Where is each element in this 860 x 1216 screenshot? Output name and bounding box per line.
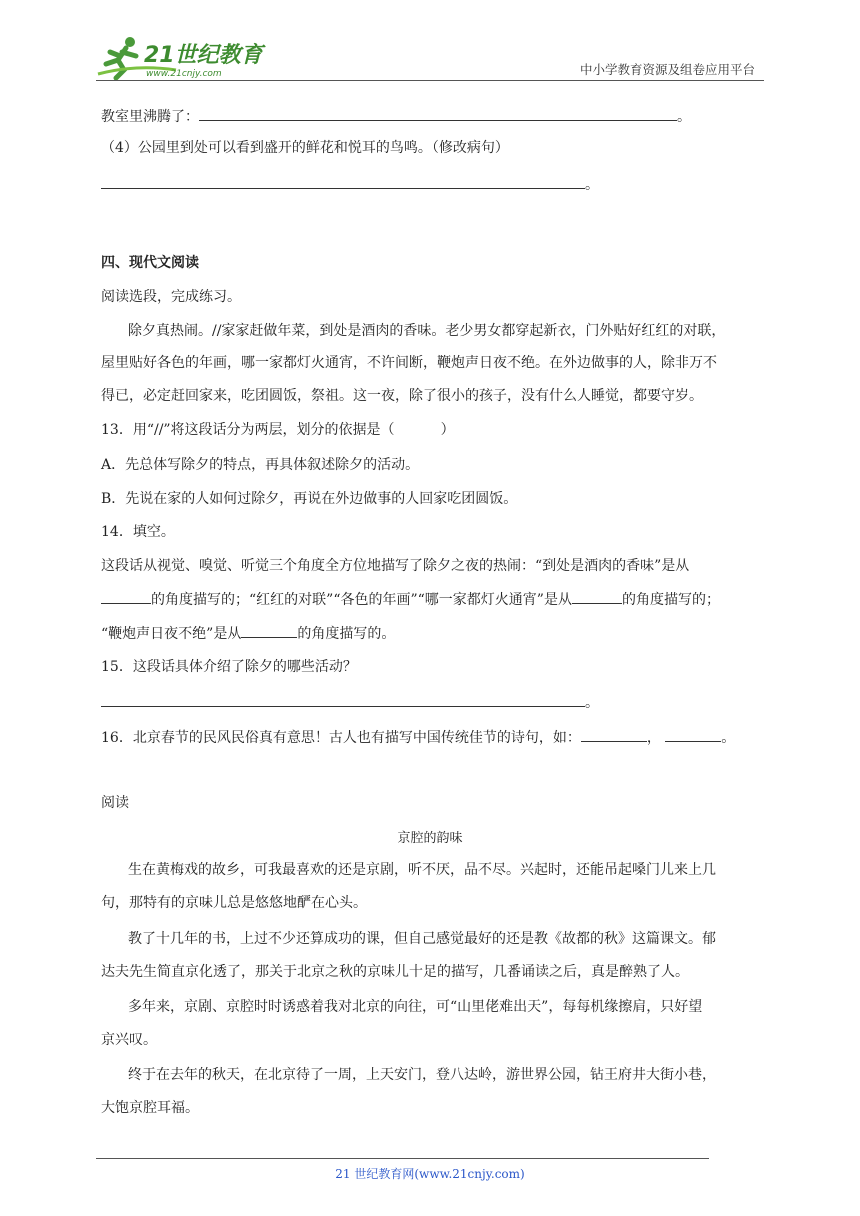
question-14: 14．填空。 — [101, 524, 175, 540]
question-13: 13．用“//”将这段话分为两层，划分的依据是（ ） — [101, 422, 455, 438]
article-title: 京腔的韵味 — [397, 831, 463, 846]
answer-line-q15: 。 — [101, 692, 599, 713]
answer-blank[interactable] — [101, 589, 151, 604]
prompt-text: 教室里沸腾了： — [101, 109, 199, 125]
passage-line: 屋里贴好各色的年画，哪一家都灯火通宵，不许间断，鞭炮声日夜不绝。在外边做事的人，除非万不 — [101, 355, 717, 371]
answer-blank[interactable] — [581, 727, 647, 742]
header-divider — [96, 80, 764, 81]
answer-line-classroom: 教室里沸腾了： 。 — [101, 106, 691, 127]
article-line: 生在黄梅戏的故乡，可我最喜欢的还是京剧，听不厌，品不尽。兴起时，还能吊起嗓门儿来上几 — [128, 862, 716, 878]
answer-blank[interactable] — [199, 106, 677, 121]
question-14-text: 这段话从视觉、嗅觉、听觉三个角度全方位地描写了除夕之夜的热闹：“到处是酒肉的香味”是从 — [101, 558, 690, 574]
reading-instruction: 阅读选段，完成练习。 — [101, 289, 241, 305]
option-a[interactable]: A．先总体写除夕的特点，再具体叙述除夕的活动。 — [101, 457, 420, 473]
passage-line: 除夕真热闹。//家家赶做年菜，到处是酒肉的香味。老少男女都穿起新衣，门外贴好红红的对联， — [128, 323, 726, 339]
article-line: 终于在去年的秋天，在北京待了一周，上天安门，登八达岭，游世界公园，钻王府井大街小巷， — [128, 1067, 716, 1083]
article-line: 大饱京腔耳福。 — [101, 1100, 199, 1116]
article-line: 达夫先生简直京化透了，那关于北京之秋的京味儿十足的描写，几番诵读之后，真是醉熟了人。 — [101, 964, 689, 980]
article-line: 句，那特有的京味儿总是悠悠地酽在心头。 — [101, 895, 367, 911]
svg-text:21世纪教育: 21世纪教育 — [144, 43, 263, 68]
running-man-icon — [96, 34, 266, 80]
header-platform-label: 中小学教育资源及组卷应用平台 — [579, 62, 755, 77]
option-b[interactable]: B．先说在家的人如何过除夕，再说在外边做事的人回家吃团圆饭。 — [101, 491, 518, 507]
section-heading: 四、现代文阅读 — [101, 255, 199, 271]
question-4: （4）公园里到处可以看到盛开的鲜花和悦耳的鸟鸣。（修改病句） — [101, 140, 509, 156]
site-logo — [96, 34, 266, 80]
answer-blank[interactable] — [101, 174, 585, 189]
answer-blank[interactable] — [665, 727, 721, 742]
article-line: 教了十几年的书，上过不少还算成功的课，但自己感觉最好的还是教《故都的秋》这篇课文。郁 — [128, 931, 716, 947]
answer-blank[interactable] — [572, 589, 622, 604]
question-14-blanks: 的角度描写的；“红红的对联”“各色的年画”“哪一家都灯火通宵”是从 的角度描写的； — [101, 589, 720, 610]
footer-divider — [96, 1158, 709, 1159]
answer-line-q4: 。 — [101, 174, 599, 195]
passage-line: 得已，必定赶回家来，吃团圆饭，祭祖。这一夜，除了很小的孩子，没有什么人睡觉，都要守岁。 — [101, 388, 703, 404]
question-15: 15．这段话具体介绍了除夕的哪些活动？ — [101, 659, 357, 675]
reading-label: 阅读 — [101, 795, 129, 811]
article-line: 多年来，京剧、京腔时时诱惑着我对北京的向往，可“山里佬难出天”，每每机缘擦肩，只好望 — [128, 999, 703, 1015]
svg-text:www.21cnjy.com: www.21cnjy.com — [146, 69, 222, 79]
footer-link[interactable]: 21 世纪教育网(www.21cnjy.com) — [335, 1167, 525, 1181]
question-14-blanks-2: “鞭炮声日夜不绝”是从 的角度描写的。 — [101, 623, 395, 644]
question-16: 16．北京春节的民风民俗真有意思！古人也有描写中国传统佳节的诗句，如： ， 。 — [101, 727, 735, 748]
answer-blank[interactable] — [241, 623, 297, 638]
answer-blank[interactable] — [101, 692, 585, 707]
article-line: 京兴叹。 — [101, 1032, 157, 1048]
